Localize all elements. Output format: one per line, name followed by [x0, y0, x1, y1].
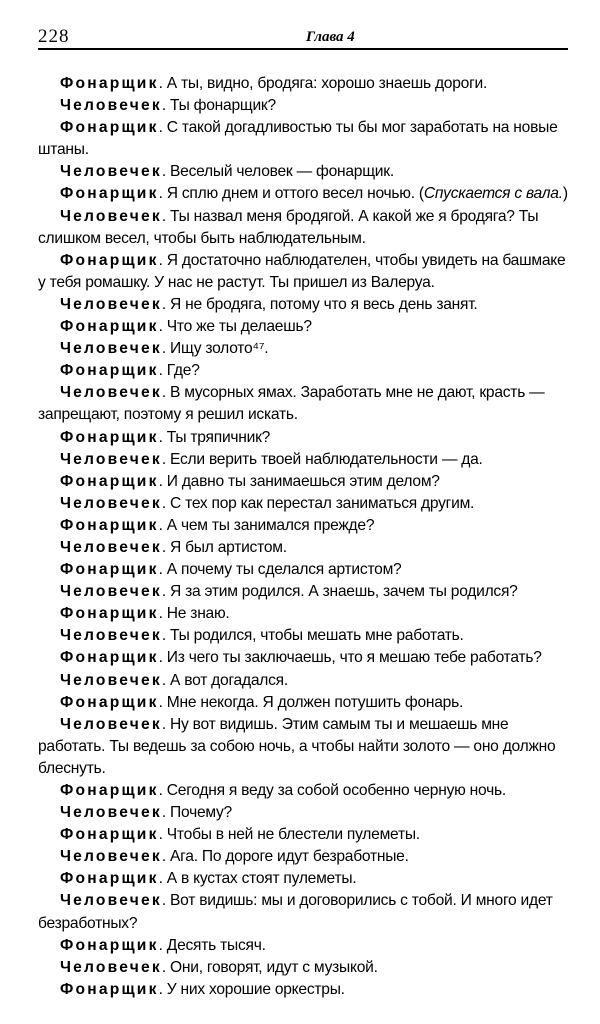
- dialogue-line: Человечек. Ты фонарщик?: [60, 97, 276, 115]
- speech-text: Ты назвал меня бродягой. А какой же я бродяга? Ты слишком весел, чтобы быть наблюдательным.: [38, 207, 539, 247]
- speaker-name: Фонарщик: [60, 185, 159, 203]
- dialogue-line: Фонарщик. Где?: [60, 362, 200, 380]
- dialogue-line: Человечек. С тех пор как перестал заниматься другим.: [60, 494, 475, 512]
- speech-text: С тех пор как перестал заниматься другим.: [170, 494, 475, 512]
- speaker-name: Фонарщик: [60, 782, 159, 799]
- speech-text: Ты родился, чтобы мешать мне работать.: [170, 627, 464, 645]
- speaker-name: Фонарщик: [60, 362, 159, 380]
- speech-text: Ты фонарщик?: [170, 97, 276, 115]
- dialogue-line: Человечек. А вот догадался.: [60, 671, 288, 689]
- speaker-name: Фонарщик: [60, 75, 159, 92]
- speaker-name: Человечек: [60, 804, 162, 822]
- speaker-name: Человечек: [60, 97, 162, 115]
- speaker-name: Фонарщик: [60, 561, 159, 579]
- dialogue-line: Фонарщик. Десять тысяч.: [60, 936, 266, 954]
- dialogue-line: Фонарщик. Не знаю.: [60, 605, 230, 623]
- dialogue-line: Фонарщик. Что же ты делаешь?: [60, 318, 312, 336]
- stage-direction: Спускается с вала.: [423, 185, 563, 203]
- dialogue-line: Фонарщик. У них хорошие оркестры.: [60, 980, 345, 998]
- speaker-name: Человечек: [60, 715, 162, 733]
- speech-text: Я за этим родился. А знаешь, зачем ты родился?: [170, 583, 518, 601]
- speaker-name: Фонарщик: [60, 826, 159, 844]
- speaker-name: Человечек: [60, 848, 162, 866]
- speech-text: Где?: [166, 362, 200, 380]
- speaker-name: Человечек: [60, 538, 162, 556]
- dialogue-line: Фонарщик. Чтобы в ней не блестели пулеметы.: [60, 826, 420, 844]
- speaker-name: Фонарщик: [60, 649, 159, 667]
- speaker-name: Фонарщик: [60, 605, 159, 623]
- speaker-name: Фонарщик: [60, 119, 159, 137]
- speech-text: Я был артистом.: [170, 538, 287, 556]
- speech-text: А чем ты занимался прежде?: [166, 516, 375, 534]
- running-header: [38, 26, 568, 50]
- speaker-name: Человечек: [60, 583, 162, 601]
- speaker-name: Человечек: [60, 340, 162, 358]
- speech-text: А почему ты сделался артистом?: [166, 561, 402, 579]
- speaker-name: Человечек: [60, 671, 162, 689]
- speech-text: Десять тысяч.: [166, 936, 266, 954]
- dialogue-line: Человечек. Веселый человек — фонарщик.: [60, 163, 394, 181]
- dialogue-line: Человечек. Ты назвал меня бродягой. А какой же я бродяга? Ты слишком весел, чтобы быть наблюдательным.: [38, 207, 539, 247]
- speech-text: С такой догадливостью ты бы мог заработать на новые штаны.: [38, 119, 558, 159]
- speech-text: Ага. По дороге идут безработные.: [170, 848, 409, 866]
- dialogue-line: Фонарщик. Я достаточно наблюдателен, чтобы увидеть на башмаке у тебя ромашку. У нас не растут. Ты пришел из Валеруа.: [38, 251, 566, 291]
- speaker-name: Фонарщик: [60, 870, 159, 888]
- speaker-name: Человечек: [60, 295, 162, 313]
- speech-text: Я достаточно наблюдателен, чтобы увидеть на башмаке у тебя ромашку. У нас не растут. Ты пришел из Валеруа.: [38, 251, 566, 291]
- speaker-name: Человечек: [60, 384, 162, 402]
- speech-text: В мусорных ямах. Заработать мне не дают, красть — запрещают, поэтому я решил искать.: [38, 384, 545, 424]
- dialogue-line: Фонарщик. Ты тряпичник?: [60, 428, 271, 446]
- speaker-name: Человечек: [60, 494, 162, 512]
- speech-text: И давно ты занимаешься этим делом?: [166, 472, 440, 490]
- dialogue-line: Фонарщик. А в кустах стоят пулеметы.: [60, 870, 357, 888]
- dialogue-line: Человечек. Вот видишь: мы и договорились с тобой. И много идет безработных?: [38, 892, 553, 932]
- speaker-name: Фонарщик: [60, 428, 159, 446]
- speech-text: Вот видишь: мы и договорились с тобой. И много идет безработных?: [38, 892, 553, 932]
- dialogue-line: Фонарщик. Мне некогда. Я должен потушить фонарь.: [60, 693, 464, 711]
- speech-text: Что же ты делаешь?: [166, 318, 312, 336]
- speech-text: Ты тряпичник?: [166, 428, 271, 446]
- dialogue-line: Фонарщик. Сегодня я веду за собой особенно черную ночь.: [60, 782, 506, 799]
- dialogue-text: [38, 73, 568, 1001]
- speech-text: А ты, видно, бродяга: хорошо знаешь дороги.: [166, 75, 488, 92]
- dialogue-line: Человечек. Если верить твоей наблюдательности — да.: [60, 450, 483, 468]
- speech-text: Я сплю днем и оттого весел ночью. (: [166, 185, 424, 203]
- dialogue-line: Человечек. Я не бродяга, потому что я весь день занят.: [60, 295, 478, 313]
- speaker-name: Фонарщик: [60, 318, 159, 336]
- speaker-name: Человечек: [60, 207, 162, 225]
- dialogue-line: Фонарщик. И давно ты занимаешься этим делом?: [60, 472, 440, 490]
- speech-text: Сегодня я веду за собой особенно черную ночь.: [166, 782, 506, 799]
- dialogue-line: Человечек. В мусорных ямах. Заработать мне не дают, красть — запрещают, поэтому я решил искать.: [38, 384, 545, 424]
- dialogue-line: Фонарщик. С такой догадливостью ты бы мог заработать на новые штаны.: [38, 119, 558, 159]
- dialogue-line: Человечек. Я был артистом.: [60, 538, 287, 556]
- speech-text: Не знаю.: [166, 605, 230, 623]
- speaker-name: Фонарщик: [60, 251, 159, 269]
- dialogue-line: Человечек. Ага. По дороге идут безработные.: [60, 848, 409, 866]
- speaker-name: Человечек: [60, 627, 162, 645]
- speech-text: Почему?: [170, 804, 232, 822]
- speech-text: Чтобы в ней не блестели пулеметы.: [166, 826, 420, 844]
- speech-text: Ну вот видишь. Этим самым ты и мешаешь мне работать. Ты ведешь за собою ночь, а чтобы найти золото — оно должно блеснуть.: [38, 715, 556, 777]
- dialogue-line: Человечек. Ты родился, чтобы мешать мне работать.: [60, 627, 464, 645]
- speech-text: Веселый человек — фонарщик.: [170, 163, 394, 181]
- speaker-name: Человечек: [60, 163, 162, 181]
- dialogue-line: Фонарщик. А ты, видно, бродяга: хорошо знаешь дороги.: [60, 75, 488, 92]
- speech-text: Из чего ты заключаешь, что я мешаю тебе работать?: [166, 649, 542, 667]
- speech-text: Если верить твоей наблюдательности — да.: [170, 450, 483, 468]
- speaker-name: Фонарщик: [60, 693, 159, 711]
- dialogue-line: Человечек. Я за этим родился. А знаешь, зачем ты родился?: [60, 583, 518, 601]
- dialogue-line: Фонарщик. Из чего ты заключаешь, что я мешаю тебе работать?: [60, 649, 542, 667]
- speaker-name: Фонарщик: [60, 936, 159, 954]
- speaker-name: Фонарщик: [60, 472, 159, 490]
- speaker-name: Фонарщик: [60, 516, 159, 534]
- speech-text: У них хорошие оркестры.: [166, 980, 345, 998]
- stage-direction-close: ): [562, 185, 568, 203]
- dialogue-line: Человечек. Ну вот видишь. Этим самым ты и мешаешь мне работать. Ты ведешь за собою ночь, а чтобы найти золото — оно должно блеснуть.: [38, 715, 556, 777]
- dialogue-line: Фонарщик. А чем ты занимался прежде?: [60, 516, 375, 534]
- speaker-name: Человечек: [60, 450, 162, 468]
- dialogue-line: Человечек. Они, говорят, идут с музыкой.: [60, 958, 378, 976]
- speaker-name: Человечек: [60, 892, 162, 910]
- chapter-title: Глава 4: [306, 29, 355, 45]
- speaker-name: Человечек: [60, 958, 162, 976]
- dialogue-line: Фонарщик. Я сплю днем и оттого весел ночью. (Спускается с вала.): [60, 185, 568, 203]
- dialogue-line: Фонарщик. А почему ты сделался артистом?: [60, 561, 402, 579]
- dialogue-line: Человечек. Почему?: [60, 804, 232, 822]
- page-number: 228: [38, 26, 70, 47]
- speech-text: Мне некогда. Я должен потушить фонарь.: [166, 693, 464, 711]
- speech-text: А в кустах стоят пулеметы.: [166, 870, 357, 888]
- speech-text: Ищу золото⁴⁷.: [170, 340, 269, 358]
- speech-text: Я не бродяга, потому что я весь день занят.: [170, 295, 478, 313]
- speech-text: А вот догадался.: [170, 671, 288, 689]
- dialogue-line: Человечек. Ищу золото⁴⁷.: [60, 340, 269, 358]
- speech-text: Они, говорят, идут с музыкой.: [170, 958, 378, 976]
- speaker-name: Фонарщик: [60, 980, 159, 998]
